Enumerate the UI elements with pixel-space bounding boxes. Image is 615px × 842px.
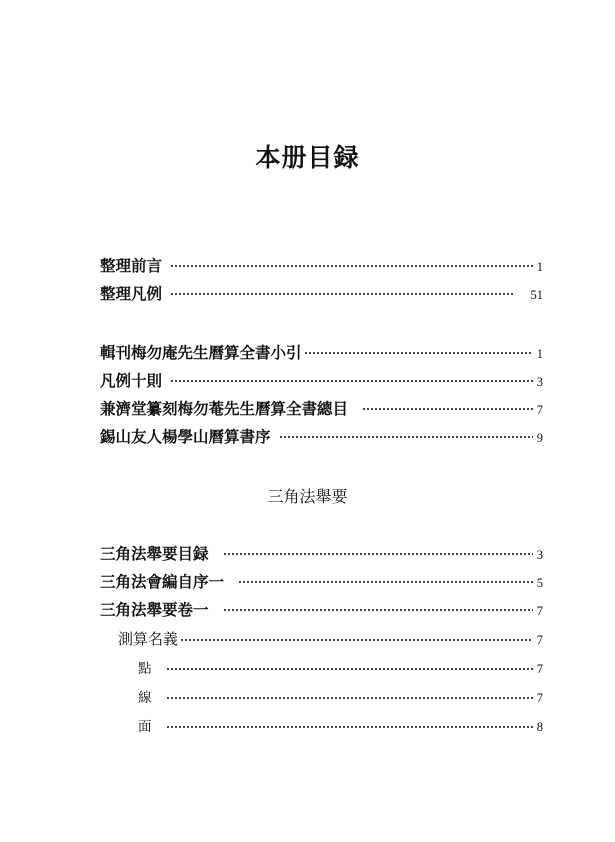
section-title: 三角法舉要 xyxy=(267,487,348,506)
toc-entry-label: 點 xyxy=(138,661,152,677)
toc-entry-page: 1 xyxy=(536,260,543,274)
toc-entry[interactable] xyxy=(100,369,543,393)
leader-dots xyxy=(170,292,512,296)
toc-entry-page: 9 xyxy=(536,431,543,445)
toc-entry-label: 錫山友人楊學山曆算書序 xyxy=(100,428,271,446)
leader-dots xyxy=(170,379,533,383)
toc-entry[interactable] xyxy=(100,341,543,365)
toc-subentry[interactable] xyxy=(138,715,543,739)
toc-entry-page: 8 xyxy=(536,720,543,734)
toc-entry-label: 線 xyxy=(138,690,152,706)
toc-entry[interactable] xyxy=(100,397,543,421)
toc-entry-page: 3 xyxy=(536,548,543,562)
toc-entry-page: 1 xyxy=(536,347,543,361)
toc-entry-page: 5 xyxy=(536,576,543,590)
toc-entry-label: 面 xyxy=(138,719,152,735)
toc-entry[interactable] xyxy=(100,570,543,594)
leader-dots xyxy=(180,638,533,642)
toc-entry[interactable] xyxy=(100,598,543,622)
toc-entry-label: 三角法會編自序一 xyxy=(100,573,225,591)
leader-dots xyxy=(166,696,533,700)
toc-entry-page: 51 xyxy=(530,288,543,302)
toc-entry-page: 3 xyxy=(536,375,543,389)
leader-dots xyxy=(223,552,533,556)
leader-dots xyxy=(238,580,533,584)
page-title: 本册目録 xyxy=(255,143,360,172)
leader-dots xyxy=(166,667,533,671)
toc-entry-page: 7 xyxy=(536,662,543,676)
toc-entry[interactable] xyxy=(100,254,543,278)
toc-entry-label: 凡例十則 xyxy=(100,372,163,390)
toc-subentry[interactable] xyxy=(138,686,543,710)
toc-subentry[interactable] xyxy=(118,628,543,652)
toc-entry-label: 輯刊梅勿庵先生曆算全書小引 xyxy=(100,344,302,362)
toc-entry-label: 測算名義 xyxy=(118,630,179,648)
toc-entry[interactable] xyxy=(100,425,543,449)
toc-entry-label: 三角法舉要卷一 xyxy=(100,601,209,619)
toc-entry-label: 三角法舉要目録 xyxy=(100,545,209,563)
toc-entry[interactable] xyxy=(100,542,543,566)
toc-entry-page: 7 xyxy=(536,403,543,417)
leader-dots xyxy=(362,407,533,411)
leader-dots xyxy=(304,351,533,355)
toc-entry-label: 整理凡例 xyxy=(100,285,163,303)
toc-entry-page: 7 xyxy=(536,633,543,647)
toc-entry-page: 7 xyxy=(536,691,543,705)
toc-subentry[interactable] xyxy=(138,657,543,681)
leader-dots xyxy=(166,725,533,729)
leader-dots xyxy=(223,608,533,612)
toc-entry-label: 整理前言 xyxy=(100,257,163,275)
leader-dots xyxy=(279,435,533,439)
toc-entry[interactable] xyxy=(100,282,543,306)
toc-entry-label: 兼濟堂纂刻梅勿菴先生曆算全書總目 xyxy=(100,400,349,418)
toc-entry-page: 7 xyxy=(536,604,543,618)
leader-dots xyxy=(170,264,533,268)
